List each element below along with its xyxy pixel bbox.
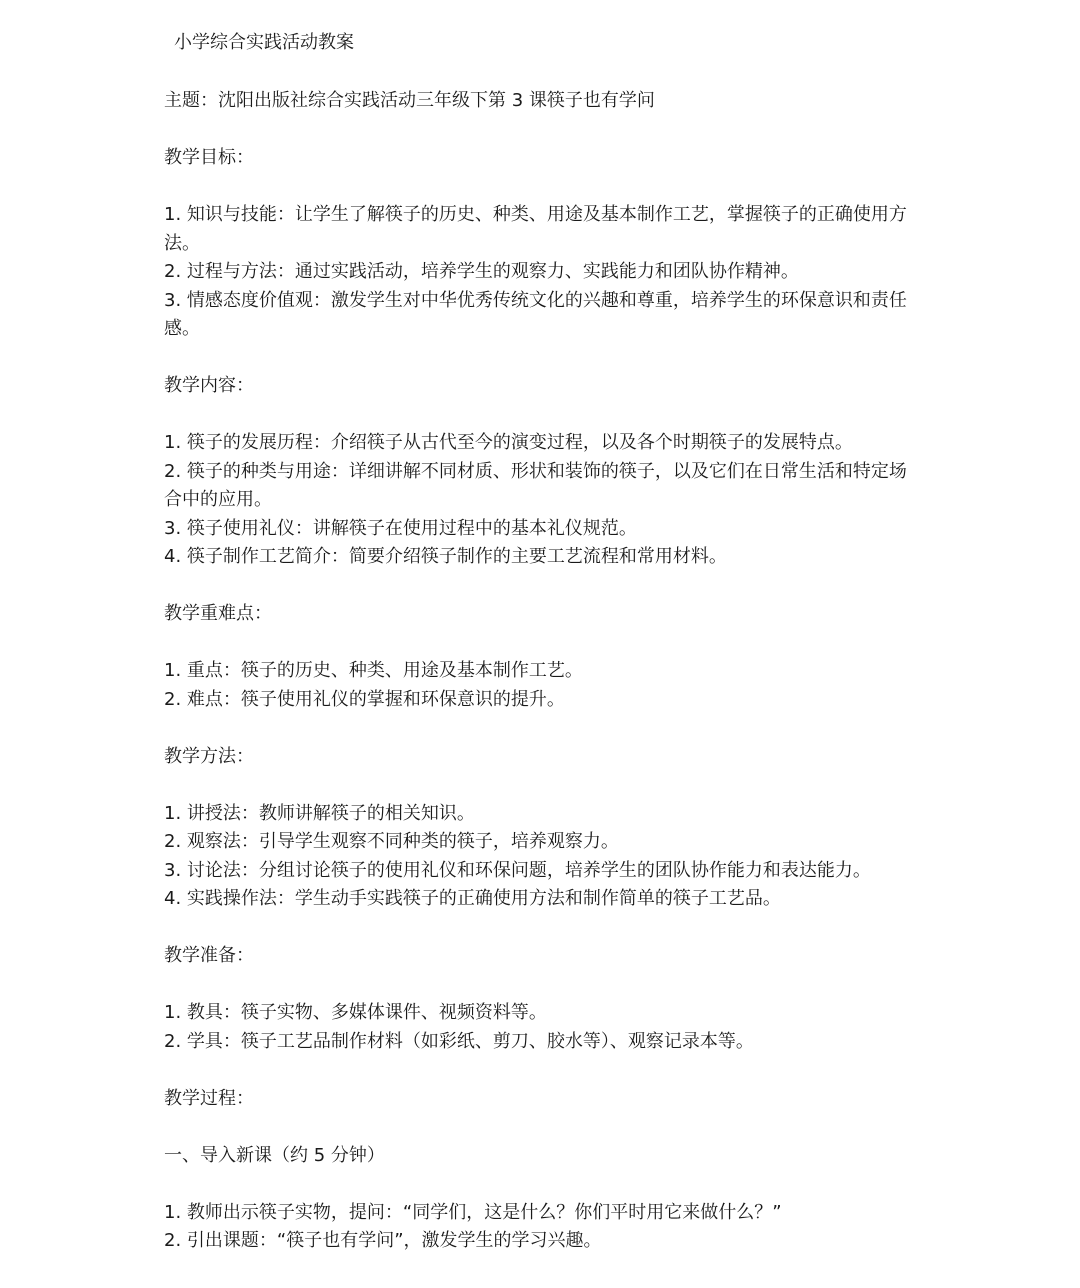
spacer (164, 771, 924, 800)
method-item: 2. 观察法：引导学生观察不同种类的筷子，培养观察力。 (164, 831, 619, 852)
spacer (164, 1056, 924, 1085)
key-point-item: 2. 难点：筷子使用礼仪的掌握和环保意识的提升。 (164, 688, 565, 710)
objective-item: 2. 过程与方法：通过实践活动，培养学生的观察力、实践能力和团队协作精神。 (164, 261, 799, 282)
content-item: 2. 筷子的种类与用途：详细讲解不同材质、形状和装饰的筷子，以及它们在日常生活和特定场合中的应用。 (164, 460, 907, 510)
method-item: 4. 实践操作法：学生动手实践筷子的正确使用方法和制作简单的筷子工艺品。 (164, 888, 781, 909)
key-points-heading: 教学重难点： (164, 603, 272, 624)
preparation-item: 2. 学具：筷子工艺品制作材料（如彩纸、剪刀、胶水等）、观察记录本等。 (164, 1030, 754, 1052)
spacer (164, 971, 924, 1000)
spacer (164, 629, 924, 658)
content-item: 3. 筷子使用礼仪：讲解筷子在使用过程中的基本礼仪规范。 (164, 517, 637, 539)
spacer (164, 1170, 924, 1199)
spacer (164, 714, 924, 743)
objectives-heading: 教学目标： (164, 147, 254, 168)
preparation-heading: 教学准备： (164, 945, 254, 966)
content-heading: 教学内容： (164, 375, 254, 396)
spacer (164, 173, 924, 202)
preparation-item: 1. 教具：筷子实物、多媒体课件、视频资料等。 (164, 1002, 547, 1023)
objective-item: 1. 知识与技能：让学生了解筷子的历史、种类、用途及基本制作工艺，掌握筷子的正确使用方法。 (164, 204, 907, 254)
spacer (164, 401, 924, 430)
process-heading: 教学过程： (164, 1087, 254, 1109)
method-item: 3. 讨论法：分组讨论筷子的使用礼仪和环保问题，培养学生的团队协作能力和表达能力。 (164, 859, 871, 881)
spacer (164, 1113, 924, 1142)
document-title: 小学综合实践活动教案 (174, 32, 354, 53)
objective-item: 3. 情感态度价值观：激发学生对中华优秀传统文化的兴趣和尊重，培养学生的环保意识和责任感。 (164, 289, 907, 339)
spacer (164, 344, 924, 373)
method-item: 1. 讲授法：教师讲解筷子的相关知识。 (164, 802, 475, 824)
content-item: 4. 筷子制作工艺简介：简要介绍筷子制作的主要工艺流程和常用材料。 (164, 546, 727, 567)
process-item: 1. 教师出示筷子实物，提问：“同学们，这是什么？你们平时用它来做什么？” (164, 1201, 782, 1223)
topic-line: 主题：沈阳出版社综合实践活动三年级下第 3 课筷子也有学问 (164, 90, 655, 111)
process-item: 2. 引出课题：“筷子也有学问”，激发学生的学习兴趣。 (164, 1230, 602, 1251)
spacer (164, 914, 924, 943)
content-item: 1. 筷子的发展历程：介绍筷子从古代至今的演变过程，以及各个时期筷子的发展特点。 (164, 432, 853, 453)
key-point-item: 1. 重点：筷子的历史、种类、用途及基本制作工艺。 (164, 660, 583, 681)
document-body (164, 87, 924, 1256)
spacer (164, 116, 924, 145)
methods-heading: 教学方法： (164, 745, 254, 767)
spacer (164, 572, 924, 601)
process-subheading: 一、导入新课（约 5 分钟） (164, 1144, 385, 1166)
